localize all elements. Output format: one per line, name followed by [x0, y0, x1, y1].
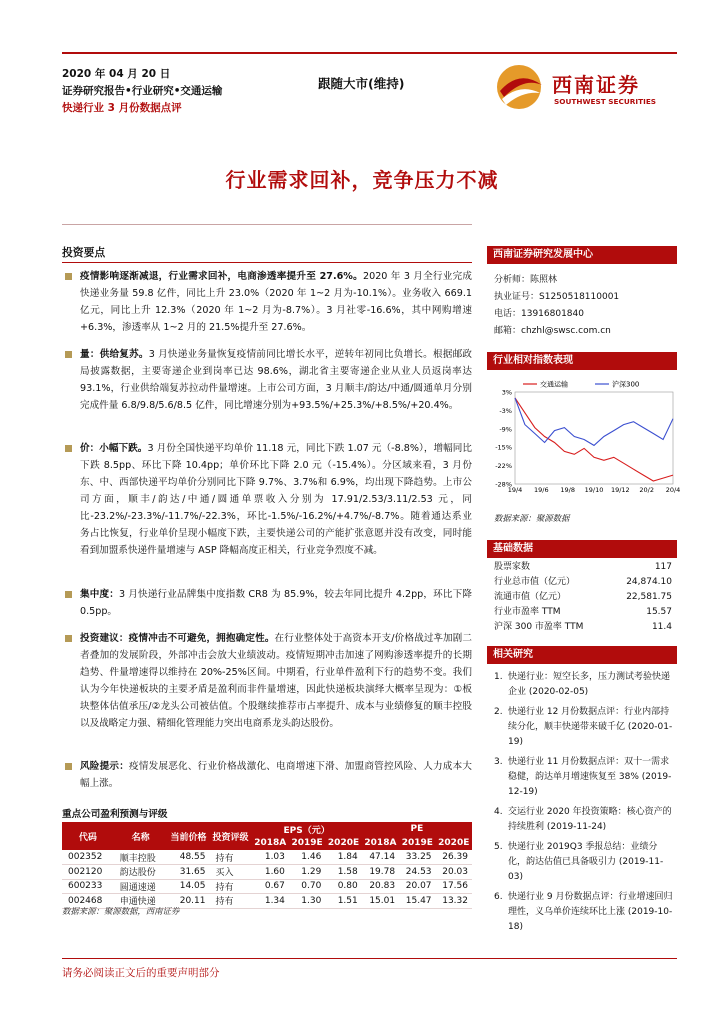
x-tick-label: 19/4 [507, 486, 523, 494]
paragraph-lead: 价：小幅下跌。 [80, 443, 148, 454]
cell-value: 20.03 [436, 865, 472, 880]
x-tick-label: 19/6 [534, 486, 549, 494]
table-source: 数据来源：聚源数据，西南证券 [62, 906, 180, 916]
year-header: 2018A [362, 836, 399, 850]
summary-paragraph [62, 630, 472, 732]
table-row [62, 865, 472, 880]
related-text: 快递行业：短空长多，压力测试考验快递企业 (2020-02-05) [508, 672, 671, 697]
paragraph-text: 2020 年 3 月全行业完成快递业务量 59.8 亿件，同比上升 23.0%（2020 年 1~2 月为-10.1%）。业务收入 669.1 亿元，同比上升 12.3%（2020 年 1~2 月为-8.7%）。3 月社零-16.6%，其中网购增速+6.3%，渗透率从 1~2 月的 21.5%提升至 27.6%。 [80, 271, 472, 333]
bullet-icon [65, 445, 72, 452]
cell-rating: 持有 [210, 894, 252, 909]
report-subtitle: 快递行业 3 月份数据点评 [62, 102, 182, 114]
related-title: 相关研究 [487, 646, 677, 664]
related-text: 交运行业 2020 年投资策略：核心资产的持续胜利 (2019-11-24) [508, 807, 672, 832]
y-tick-label: -28% [495, 480, 512, 489]
cell-price: 20.11 [167, 894, 209, 909]
year-header: 2019E [289, 836, 325, 850]
year-header: 2020E [325, 836, 361, 850]
title-divider [62, 224, 472, 225]
cell-value: 33.25 [399, 850, 435, 865]
y-tick-label: -15% [495, 443, 512, 452]
company-logo [494, 63, 684, 111]
earnings-table [62, 822, 472, 909]
summary-paragraph [62, 758, 472, 792]
cell-value: 1.29 [289, 865, 325, 880]
summary-heading: 投资要点 [62, 246, 106, 259]
cell-code: 002120 [62, 865, 114, 880]
cell-name: 圆通速递 [114, 879, 168, 894]
related-list [494, 670, 674, 940]
cell-rating: 持有 [210, 850, 252, 865]
y-tick-label: -3% [499, 406, 512, 415]
cell-price: 14.05 [167, 879, 209, 894]
analyst-cert: 执业证号：S1250518110001 [494, 292, 620, 302]
logo-cn: 西南证券 [552, 73, 640, 97]
col-code: 代码 [62, 822, 114, 850]
analyst-email: 邮箱：chzhl@swsc.com.cn [494, 326, 611, 336]
basic-row [494, 620, 672, 635]
x-tick-label: 20/2 [639, 486, 654, 494]
header-line [62, 52, 677, 54]
paragraph-lead: 投资建议：疫情冲击不可避免，拥抱确定性。 [80, 633, 275, 644]
paragraph-text: 在行业整体处于高资本开支/价格战过후加剧二者叠加的发展阶段，外部冲击会放大业绩波动。疫情短期冲击加速了网购渗透率提升的长期趋势、件量增速得以维持在 20%-25%区间。中期看，行业单件盈利下行的趋势不变。我们认为今年快递板块的主要矛盾是盈利而非件量增速，因此快递板块演绎大概率呈现为：①板块整体估值承压/②龙头公司被估值。个股继续推荐市占率提升、成本与业绩修复的顺丰控股以及战略定力强、精细化管理能力突出电商系龙头韵达股份。 [80, 633, 472, 729]
legend-label: 交通运输 [540, 380, 568, 389]
cell-price: 31.65 [167, 865, 209, 880]
cell-name: 申通快递 [114, 894, 168, 909]
col-pe: PE [362, 822, 472, 836]
paragraph-text: 3 月快递业务量恢复疫情前同比增长水平，逆转年初同比负增长。根据邮政局披露数据，主要寄递企业到岗率已达 98.6%，湖北省主要寄递企业从业人员返岗率达 93.1%，行业供给端复苏拉动件量增速。上市公司方面，3 月顺丰/韵达/中通/圆通单月分别完成件量 6.8/9.8/5.6/8.5 亿件，同比增速分别为+93.5%/+25.3%/+8.5%/+20.4%。 [80, 349, 472, 411]
main-title: 行业需求回补，竞争压力不减 [225, 168, 499, 192]
summary-heading-line [62, 262, 472, 263]
col-rating: 投资评级 [210, 822, 252, 850]
col-price: 当前价格 [167, 822, 209, 850]
table-title: 重点公司盈利预测与评级 [62, 809, 168, 820]
report-category: 证券研究报告•行业研究•交通运输 [62, 85, 223, 97]
related-item[interactable]: 1. 快递行业：短空长多，压力测试考验快递企业 (2020-02-05) [494, 672, 671, 697]
cell-rating: 持有 [210, 879, 252, 894]
cell-value: 20.83 [362, 879, 399, 894]
logo-mark-icon [494, 63, 548, 111]
cell-value: 17.56 [436, 879, 472, 894]
basic-value: 22,581.75 [626, 592, 672, 602]
basic-row [494, 560, 672, 575]
table-row [62, 879, 472, 894]
paragraph-lead: 疫情影响逐渐减退，行业需求回补，电商渗透率提升至 27.6%。 [80, 271, 363, 282]
header-info [62, 66, 222, 117]
cell-rating: 买入 [210, 865, 252, 880]
paragraph-text: 3 月份全国快递平均单价 11.18 元，同比下跌 1.07 元（-8.8%），增幅同比下跌 8.5pp、环比下降 10.4pp；单价环比下降 2.0 元（-15.4%）。分区域来看，3 月份东、中、西部快递平均单价分别同比下降 9.7%、3.7%和 6.9%，均出现下降趋势。上市公司方面，顺丰/韵达/中通/圆通单票收入分别为 17.91/2.53/3.11/2.53 元，同比-23.2%/-23.3%/-11.7%/-22.3%，环比-1.5%/-16.2%/+4.7%/-8.7%。随着通达系业务占比恢复，行业单价呈现小幅度下跌，主要快递公司的产能扩张意愿并没有改变，同时能看到加盟系快递件量增速与 ASP 降幅高度正相关，行业竞争烈度不减。 [80, 443, 473, 556]
series-line-0 [515, 398, 673, 481]
chart-source: 数据来源：聚源数据 [494, 513, 570, 523]
basic-value: 11.4 [651, 622, 672, 632]
cell-value: 1.03 [252, 850, 289, 865]
analyst-phone: 电话：13916801840 [494, 309, 584, 319]
col-name: 名称 [114, 822, 168, 850]
table-row [62, 850, 472, 865]
relative-index-chart [487, 376, 681, 494]
bullet-icon [65, 351, 72, 358]
analyst-name: 分析师：陈照林 [494, 275, 558, 285]
summary-paragraph [62, 268, 472, 336]
rating: 跟随大市(维持) [318, 76, 405, 91]
cell-value: 1.34 [252, 894, 289, 909]
basic-value: 24,874.10 [626, 577, 672, 587]
cell-value: 1.51 [325, 894, 361, 909]
basic-row [494, 605, 672, 620]
cell-name: 顺丰控股 [114, 850, 168, 865]
year-header: 2020E [436, 836, 472, 850]
basic-row [494, 575, 672, 590]
cell-value: 19.78 [362, 865, 399, 880]
cell-code: 002468 [62, 894, 114, 909]
paragraph-text: 3 月快递行业品牌集中度指数 CR8 为 85.9%，较去年同比提升 4.2pp，环比下降 0.5pp。 [80, 589, 473, 617]
paragraph-lead: 量：供给复苏。 [80, 349, 149, 360]
basic-data [494, 560, 672, 635]
x-tick-label: 20/4 [665, 486, 681, 494]
bullet-icon [65, 273, 72, 280]
cell-code: 600233 [62, 879, 114, 894]
cell-value: 13.32 [436, 894, 472, 909]
summary-paragraph [62, 586, 472, 620]
legend-label: 沪深300 [612, 380, 640, 389]
analyst-info [494, 272, 619, 340]
cell-value: 0.67 [252, 879, 289, 894]
basic-value: 117 [654, 562, 672, 572]
cell-name: 韵达股份 [114, 865, 168, 880]
bullet-icon [65, 763, 72, 770]
cell-value: 26.39 [436, 850, 472, 865]
related-text: 快递行业 9 月份数据点评：行业增速回归理性，义乌单价连续环比上涨 (2019-10-18) [508, 892, 673, 932]
related-item[interactable]: 2. 快递行业 12 月份数据点评：行业内部持续分化，顺丰快递带来破千亿 (2020-01-19) [494, 707, 673, 747]
cell-value: 15.01 [362, 894, 399, 909]
col-eps: EPS（元） [252, 822, 362, 836]
summary-paragraph [62, 346, 472, 414]
basic-label: 沪深 300 市盈率 TTM [494, 622, 584, 632]
cell-value: 1.60 [252, 865, 289, 880]
logo-en: SOUTHWEST SECURITIES [554, 97, 657, 106]
year-header: 2019E [399, 836, 435, 850]
y-tick-label: -9% [499, 425, 512, 434]
cell-value: 47.14 [362, 850, 399, 865]
cell-code: 002352 [62, 850, 114, 865]
related-text: 快递行业 11 月份数据点评：双十一需求稳健，韵达单月增速恢复至 38% (2019-12-19) [508, 757, 672, 797]
cell-value: 1.30 [289, 894, 325, 909]
paragraph-lead: 集中度： [80, 589, 119, 600]
bullet-icon [65, 635, 72, 642]
basic-label: 流通市值（亿元） [494, 592, 567, 602]
cell-value: 24.53 [399, 865, 435, 880]
cell-value: 0.80 [325, 879, 361, 894]
related-item[interactable]: 6. 快递行业 9 月份数据点评：行业增速回归理性，义乌单价连续环比上涨 (2019-10-18) [494, 892, 673, 932]
report-date: 2020 年 04 月 20 日 [62, 68, 171, 80]
chart-frame [515, 392, 673, 484]
cell-value: 1.84 [325, 850, 361, 865]
related-item[interactable]: 3. 快递行业 11 月份数据点评：双十一需求稳健，韵达单月增速恢复至 38% (2019-12-19) [494, 757, 672, 797]
cell-value: 1.46 [289, 850, 325, 865]
paragraph-lead: 风险提示： [80, 761, 130, 772]
related-item[interactable]: 4. 交运行业 2020 年投资策略：核心资产的持续胜利 (2019-11-24) [494, 807, 672, 832]
year-header: 2018A [252, 836, 289, 850]
basic-label: 行业市盈率 TTM [494, 607, 561, 617]
center-title: 西南证券研究发展中心 [487, 246, 677, 264]
cell-value: 15.47 [399, 894, 435, 909]
related-text: 快递行业 2019Q3 季报总结：业绩分化，韵达估值已具备吸引力 (2019-11-03) [508, 842, 664, 882]
cell-value: 0.70 [289, 879, 325, 894]
x-tick-label: 19/10 [584, 486, 604, 494]
footer-line [62, 958, 677, 959]
basic-value: 15.57 [646, 607, 672, 617]
series-line-1 [515, 398, 673, 446]
y-tick-label: -22% [495, 462, 512, 471]
x-tick-label: 19/12 [610, 486, 630, 494]
related-item[interactable]: 5. 快递行业 2019Q3 季报总结：业绩分化，韵达估值已具备吸引力 (2019-11-03) [494, 842, 664, 882]
cell-value: 20.07 [399, 879, 435, 894]
y-tick-label: 3% [501, 388, 512, 397]
bullet-icon [65, 591, 72, 598]
x-tick-label: 19/8 [560, 486, 575, 494]
paragraph-text: 疫情发展恶化、行业价格战激化、电商增速下滑、加盟商管控风险、人力成本大幅上涨。 [80, 761, 473, 789]
summary-paragraph [62, 440, 472, 559]
chart-title: 行业相对指数表现 [487, 352, 677, 370]
related-text: 快递行业 12 月份数据点评：行业内部持续分化，顺丰快递带来破千亿 (2020-01-19) [508, 707, 673, 747]
basic-label: 行业总市值（亿元） [494, 577, 576, 587]
cell-price: 48.55 [167, 850, 209, 865]
basic-label: 股票家数 [494, 562, 531, 572]
footer-disclaimer: 请务必阅读正文后的重要声明部分 [62, 967, 220, 979]
basic-title: 基础数据 [487, 540, 677, 558]
basic-row [494, 590, 672, 605]
cell-value: 1.58 [325, 865, 361, 880]
